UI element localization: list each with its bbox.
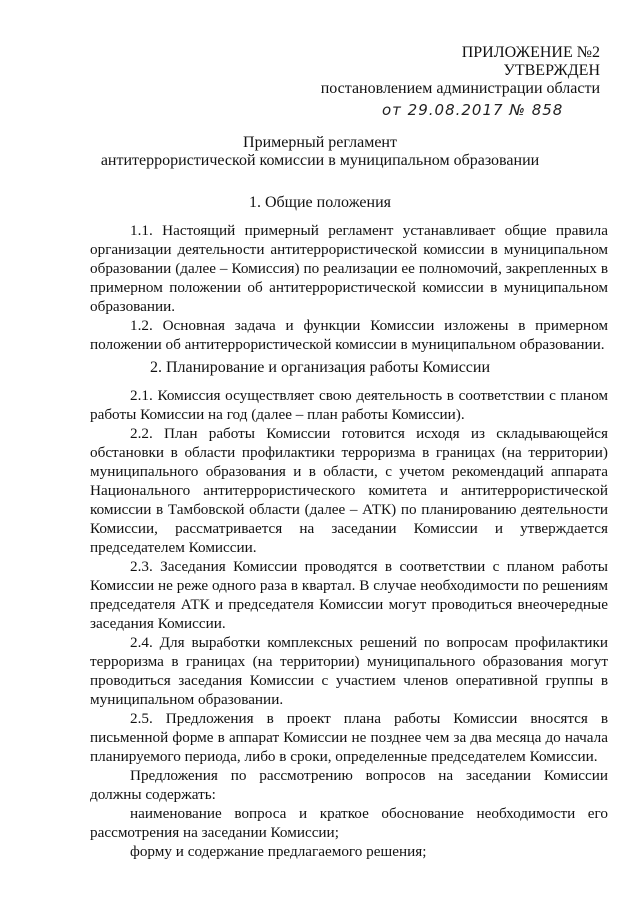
appendix-label: ПРИЛОЖЕНИЕ №2 — [461, 44, 600, 61]
paragraph-2-7: наименование вопроса и краткое обоснование необходимости его рассмотрения на заседании Комиссии; — [90, 805, 608, 841]
paragraph-2-4: 2.4. Для выработки комплексных решений по вопросам профилактики терроризма в границах (на территории) муниципального образования могут проводиться заседания Комиссии с участием членов оперативной группы в муниципальном образовании. — [90, 634, 608, 708]
document-title — [0, 134, 640, 170]
approved-label: УТВЕРЖДЕН — [503, 62, 600, 79]
section-2-heading: 2. Планирование и организация работы Комиссии — [149, 359, 491, 376]
approval-header — [321, 44, 600, 98]
handwritten-date-number: от 29.08.2017 № 858 — [382, 101, 564, 119]
paragraph-1-1: 1.1. Настоящий примерный регламент устанавливает общие правила организации деятельности антитеррористической комиссии в муниципальном образовании (далее – Комиссия) по реализации ее полномочий, закрепленных в примерном положении об антитеррористической комиссии в муниципальном образовании. — [90, 222, 608, 315]
section-1-heading: 1. Общие положения — [248, 194, 392, 211]
paragraph-2-1: 2.1. Комиссия осуществляет свою деятельность в соответствии с планом работы Комиссии на год (далее – план работы Комиссии). — [90, 387, 608, 423]
paragraph-2-3: 2.3. Заседания Комиссии проводятся в соответствии с планом работы Комиссии не реже одного раза в квартал. В случае необходимости по решениям председателя АТК и председателя Комиссии могут проводиться внеочередные заседания Комиссии. — [90, 558, 608, 632]
title-line-1: Примерный регламент — [243, 134, 397, 151]
paragraph-1-2: 1.2. Основная задача и функции Комиссии изложены в примерном положении об антитеррористической комиссии в муниципальном образовании. — [90, 317, 608, 353]
section-1-body — [90, 221, 608, 354]
paragraph-2-6: Предложения по рассмотрению вопросов на заседании Комиссии должны содержать: — [90, 767, 608, 803]
paragraph-2-5: 2.5. Предложения в проект плана работы Комиссии вносятся в письменной форме в аппарат Комиссии не позднее чем за два месяца до начала планируемого периода, либо в сроки, определенные председателем Комиссии. — [90, 710, 608, 765]
paragraph-2-2: 2.2. План работы Комиссии готовится исходя из складывающейся обстановки в области профилактики терроризма в границах (на территории) муниципального образования и в области, с учетом рекомендаций аппарата Национального антитеррористического комитета и антитеррористической комиссии в Тамбовской области (далее – АТК) по планированию деятельности Комиссии, рассматривается на заседании Комиссии и утверждается председателем Комиссии. — [90, 425, 608, 556]
section-2-body — [90, 386, 608, 861]
paragraph-2-8: форму и содержание предлагаемого решения; — [130, 843, 427, 860]
title-line-2: антитеррористической комиссии в муниципальном образовании — [100, 152, 540, 169]
decree-label: постановлением администрации области — [320, 80, 600, 97]
